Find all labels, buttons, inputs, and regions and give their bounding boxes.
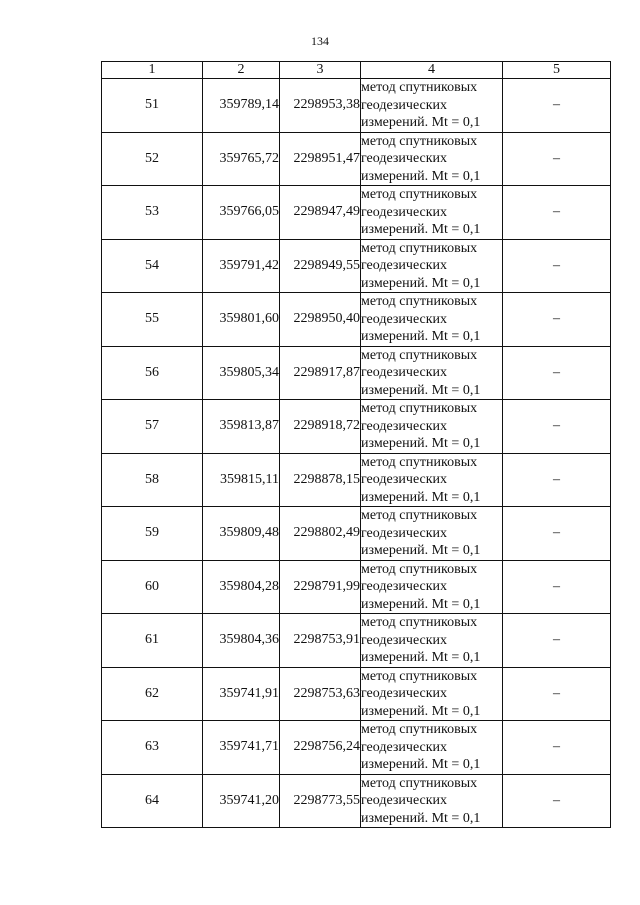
method-text-line: метод спутниковых [361, 347, 478, 363]
x-coordinate-cell: 359804,36 [203, 614, 280, 668]
table-row [102, 346, 611, 400]
y-coordinate-cell: 2298878,15 [280, 453, 361, 507]
point-number-cell: 63 [102, 721, 203, 775]
x-coordinate-cell: 359801,60 [203, 293, 280, 347]
method-text-line: метод спутниковых [361, 722, 478, 737]
method-text-line: метод спутниковых [361, 508, 478, 523]
dash-cell: – [503, 774, 611, 828]
method-cell [361, 774, 503, 828]
method-text-line: метод спутниковых [361, 401, 478, 416]
method-text-line: метод спутниковых [361, 775, 478, 791]
method-text-line: геодезических [361, 525, 448, 541]
y-coordinate-cell: 2298918,72 [280, 400, 361, 454]
method-text-line: геодезических [361, 97, 448, 113]
y-coordinate-cell: 2298773,55 [280, 774, 361, 828]
method-text-line: метод спутниковых [361, 454, 478, 470]
method-text-line: измерений. Mt = 0,1 [361, 382, 481, 398]
method-text-line: измерений. Mt = 0,1 [361, 757, 481, 772]
method-text-line: измерений. Mt = 0,1 [361, 168, 481, 184]
method-text-line: геодезических [361, 151, 448, 166]
dash-cell: – [503, 453, 611, 507]
point-number-cell: 61 [102, 614, 203, 668]
method-text-line: измерений. Mt = 0,1 [361, 275, 481, 291]
table-row [102, 453, 611, 507]
method-cell [361, 186, 503, 240]
method-cell [361, 293, 503, 347]
table-row [102, 186, 611, 240]
point-number-cell: 51 [102, 79, 203, 133]
y-coordinate-cell: 2298802,49 [280, 507, 361, 561]
method-text-line: метод спутниковых [361, 80, 478, 95]
x-coordinate-cell: 359809,48 [203, 507, 280, 561]
point-number-cell: 53 [102, 186, 203, 240]
table-row [102, 239, 611, 293]
method-text-line: геодезических [361, 579, 448, 594]
method-cell [361, 132, 503, 186]
method-text-line: измерений. Mt = 0,1 [361, 222, 481, 237]
method-text-line: геодезических [361, 632, 448, 648]
table-row [102, 293, 611, 347]
method-text-line: метод спутниковых [361, 615, 478, 630]
method-text-line: геодезических [361, 258, 448, 273]
y-coordinate-cell: 2298753,91 [280, 614, 361, 668]
method-text-line: измерений. Mt = 0,1 [361, 703, 481, 719]
dash-cell: – [503, 614, 611, 668]
x-coordinate-cell: 359805,34 [203, 346, 280, 400]
method-text-line: геодезических [361, 365, 448, 380]
method-text-line: геодезических [361, 418, 448, 434]
method-text-line: измерений. Mt = 0,1 [361, 489, 481, 505]
point-number-cell: 64 [102, 774, 203, 828]
method-cell [361, 721, 503, 775]
method-text-line: геодезических [361, 204, 448, 220]
point-number-cell: 55 [102, 293, 203, 347]
method-text-line: измерений. Mt = 0,1 [361, 543, 481, 558]
dash-cell: – [503, 667, 611, 721]
method-cell [361, 79, 503, 133]
x-coordinate-cell: 359815,11 [203, 453, 280, 507]
x-coordinate-cell: 359804,28 [203, 560, 280, 614]
x-coordinate-cell: 359741,71 [203, 721, 280, 775]
method-cell [361, 239, 503, 293]
y-coordinate-cell: 2298791,99 [280, 560, 361, 614]
method-cell [361, 507, 503, 561]
page-number: 134 [311, 34, 329, 48]
method-text-line: измерений. Mt = 0,1 [361, 650, 481, 665]
dash-cell: – [503, 721, 611, 775]
x-coordinate-cell: 359791,42 [203, 239, 280, 293]
method-text-line: измерений. Mt = 0,1 [361, 329, 481, 344]
method-text-line: метод спутниковых [361, 133, 478, 149]
method-cell [361, 453, 503, 507]
column-header-3: 3 [280, 62, 361, 79]
method-cell [361, 614, 503, 668]
dash-cell: – [503, 400, 611, 454]
method-text-line: геодезических [361, 739, 448, 755]
y-coordinate-cell: 2298949,55 [280, 239, 361, 293]
point-number-cell: 60 [102, 560, 203, 614]
x-coordinate-cell: 359813,87 [203, 400, 280, 454]
x-coordinate-cell: 359741,20 [203, 774, 280, 828]
table-row [102, 560, 611, 614]
dash-cell: – [503, 132, 611, 186]
y-coordinate-cell: 2298953,38 [280, 79, 361, 133]
point-number-cell: 59 [102, 507, 203, 561]
column-header-1: 1 [102, 62, 203, 79]
dash-cell: – [503, 507, 611, 561]
method-text-line: измерений. Mt = 0,1 [361, 596, 481, 612]
x-coordinate-cell: 359766,05 [203, 186, 280, 240]
method-text-line: геодезических [361, 793, 448, 808]
dash-cell: – [503, 79, 611, 133]
y-coordinate-cell: 2298753,63 [280, 667, 361, 721]
table-row [102, 721, 611, 775]
point-number-cell: 52 [102, 132, 203, 186]
method-text-line: геодезических [361, 472, 448, 487]
table-row [102, 774, 611, 828]
method-text-line: метод спутниковых [361, 187, 478, 202]
dash-cell: – [503, 293, 611, 347]
point-number-cell: 58 [102, 453, 203, 507]
column-header-4: 4 [361, 62, 503, 79]
table-row [102, 79, 611, 133]
method-text-line: геодезических [361, 311, 448, 327]
method-cell [361, 400, 503, 454]
method-cell [361, 667, 503, 721]
method-text-line: измерений. Mt = 0,1 [361, 810, 481, 826]
table-row [102, 667, 611, 721]
method-text-line: метод спутниковых [361, 561, 478, 577]
column-header-2: 2 [203, 62, 280, 79]
method-text-line: метод спутниковых [361, 294, 478, 309]
dash-cell: – [503, 186, 611, 240]
method-text-line: метод спутниковых [361, 668, 478, 684]
method-text-line: измерений. Mt = 0,1 [361, 115, 481, 130]
table-row [102, 614, 611, 668]
table-row [102, 132, 611, 186]
coordinates-table [101, 61, 611, 828]
table-row [102, 400, 611, 454]
y-coordinate-cell: 2298756,24 [280, 721, 361, 775]
method-text-line: измерений. Mt = 0,1 [361, 436, 481, 451]
y-coordinate-cell: 2298917,87 [280, 346, 361, 400]
column-header-5: 5 [503, 62, 611, 79]
method-text-line: метод спутниковых [361, 240, 478, 256]
x-coordinate-cell: 359741,91 [203, 667, 280, 721]
method-cell [361, 346, 503, 400]
y-coordinate-cell: 2298951,47 [280, 132, 361, 186]
table-header-row [102, 62, 611, 79]
x-coordinate-cell: 359789,14 [203, 79, 280, 133]
table-body [102, 79, 611, 828]
x-coordinate-cell: 359765,72 [203, 132, 280, 186]
point-number-cell: 57 [102, 400, 203, 454]
method-text-line: геодезических [361, 686, 448, 701]
y-coordinate-cell: 2298950,40 [280, 293, 361, 347]
table-row [102, 507, 611, 561]
dash-cell: – [503, 239, 611, 293]
dash-cell: – [503, 560, 611, 614]
point-number-cell: 54 [102, 239, 203, 293]
point-number-cell: 62 [102, 667, 203, 721]
y-coordinate-cell: 2298947,49 [280, 186, 361, 240]
dash-cell: – [503, 346, 611, 400]
method-cell [361, 560, 503, 614]
point-number-cell: 56 [102, 346, 203, 400]
